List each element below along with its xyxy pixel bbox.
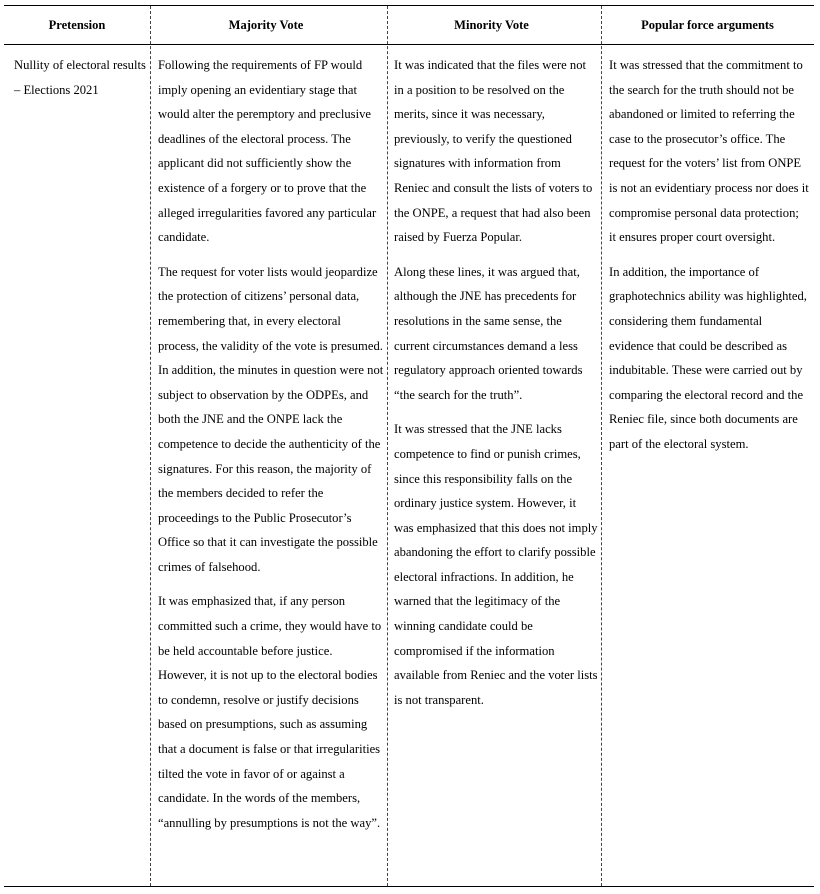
minority-paragraph: Along these lines, it was argued that, although the JNE has precedents for resolutions in the same sense, the current circumstances demand a less regulatory approach oriented towards “the search for the truth”. (394, 264, 583, 402)
column-divider (601, 6, 602, 886)
table-header-row (4, 6, 814, 45)
cell-pretension (14, 53, 148, 112)
majority-paragraph: It was emphasized that, if any person committed such a crime, they would have to be held accountable before justice. However, it is not up to the electoral bodies to condemn, resolve or justify decisions based on presumptions, such as assuming that a document is false or that irregularities tilted the vote in favor of or against a candidate. In the words of the members, “annulling by presumptions is not the way”. (158, 594, 382, 830)
column-divider (387, 6, 388, 886)
header-popular-force-arguments: Popular force arguments (641, 17, 774, 32)
cell-majority-vote (158, 53, 384, 845)
comparison-table (4, 5, 814, 887)
minority-paragraph: It was stressed that the JNE lacks competence to find or punish crimes, since this responsibility falls on the ordinary justice system. However, it was emphasized that this does not imply abandoning the effort to clarify possible electoral infractions. In addition, he warned that the legitimacy of the winning candidate could be compromised if the information available from Reniec and the voter lists is not transparent. (394, 422, 598, 707)
majority-paragraph: The request for voter lists would jeopardize the protection of citizens’ personal data, remembering that, in every electoral process, the validity of the vote is presumed. In addition, the minutes in question were not subject to observation by the ODPEs, and both the JNE and the ONPE lack the competence to decide the authenticity of the signatures. For this reason, the majority of the members decided to refer the proceedings to the Public Prosecutor’s Office so that it can investigate the possible crimes of falsehood. (158, 264, 384, 574)
header-minority-vote: Minority Vote (454, 17, 529, 32)
minority-paragraph: It was indicated that the files were not in a position to be resolved on the merits, since it was necessary, previously, to verify the questioned signatures with information from Reniec and consult the lists of voters to the ONPE, a request that had also been raised by Fuerza Popular. (394, 58, 593, 245)
popular-force-paragraph: It was stressed that the commitment to the search for the truth should not be abandoned or limited to referring the case to the prosecutor’s office. The request for the voters’ list from ONPE is not an evidentiary process nor does it compromise personal data protection; it ensures proper court oversight. (609, 58, 809, 245)
header-pretension: Pretension (48, 17, 106, 32)
cell-minority-vote (394, 53, 598, 722)
pretension-text: Nullity of electoral results – Elections 2021 (14, 58, 146, 97)
popular-force-paragraph: In addition, the importance of graphotechnics ability was highlighted, considering them fundamental evidence that could be described as indubitable. These were carried out by comparing the electoral record and the Reniec file, since both documents are part of the electoral system. (609, 264, 807, 451)
cell-popular-force-arguments (609, 53, 809, 467)
header-majority-vote: Majority Vote (228, 17, 304, 32)
majority-paragraph: Following the requirements of FP would imply opening an evidentiary stage that would alter the peremptory and preclusive deadlines of the electoral process. The applicant did not sufficiently show the existence of a forgery or to prove that the alleged irregularities favored any particular candidate. (158, 58, 377, 245)
column-divider (150, 6, 151, 886)
